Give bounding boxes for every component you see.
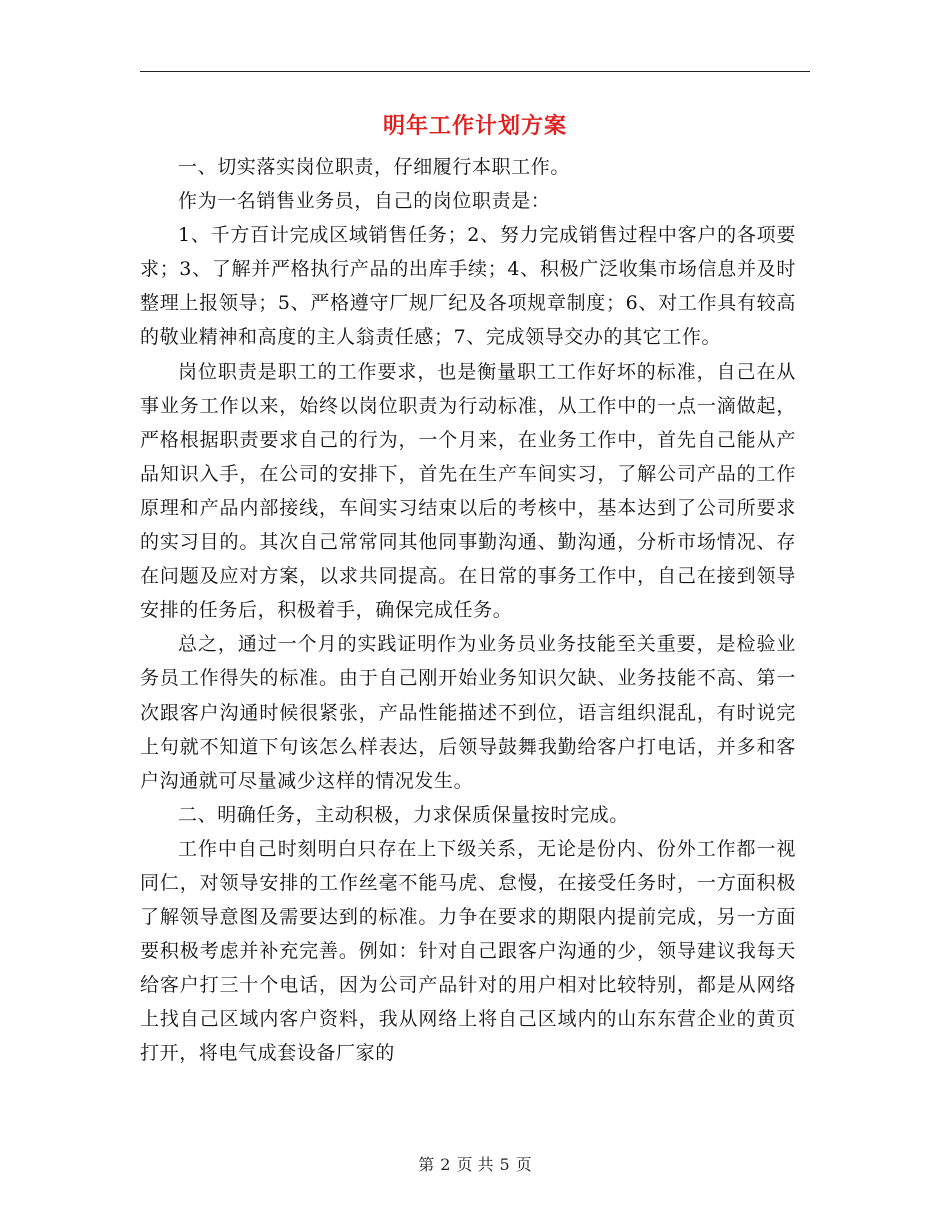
page-footer bbox=[0, 1152, 950, 1175]
paragraph: 作为一名销售业务员，自己的岗位职责是： bbox=[178, 190, 551, 213]
header-rule bbox=[140, 71, 810, 72]
footer-page-number: 2 bbox=[440, 1155, 451, 1174]
page-title: 明年工作计划方案 bbox=[382, 113, 567, 139]
paragraph: 岗位职责是职工的工作要求，也是衡量职工工作好坏的标准，自己在从事业务工作以来，始终以岗位职责为行动标准，从工作中的一点一滴做起，严格根据职责要求自己的行为，一个月来，在业务工作中，首先自己能从产品知识入手，在公司的安排下，首先在生产车间实习，了解公司产品的工作原理和产品内部接线，车间实习结束以后的考核中，基本达到了公司所要求的实习目的。其次自己常常同其他同事勤沟通、勤沟通，分析市场情况、存在问题及应对方案，以求共同提高。在日常的事务工作中，自己在接到领导安排的任务后，积极着手，确保完成任务。 bbox=[140, 360, 796, 622]
document-body bbox=[140, 150, 796, 1071]
paragraph: 总之，通过一个月的实践证明作为业务员业务技能至关重要，是检验业务员工作得失的标准。由于自己刚开始业务知识欠缺、业务技能不高、第一次跟客户沟通时候很紧张，产品性能描述不到位，语言组织混乱，有时说完上句就不知道下句该怎么样表达，后领导鼓舞我勤给客户打电话，并多和客户沟通就可尽量减少这样的情况发生。 bbox=[140, 633, 796, 792]
footer-total-pages: 5 bbox=[499, 1155, 510, 1174]
footer-suffix: 页 bbox=[515, 1155, 532, 1174]
section-heading-1: 一、切实落实岗位职责，仔细履行本职工作。 bbox=[178, 156, 571, 178]
paragraph: 1、千方百计完成区域销售任务；2、努力完成销售过程中客户的各项要求；3、了解并严格执行产品的出库手续；4、积极广泛收集市场信息并及时整理上报领导；5、严格遵守厂规厂纪及各项规章制度；6、对工作具有较高的敬业精神和高度的主人翁责任感；7、完成领导交办的其它工作。 bbox=[140, 224, 796, 349]
section-heading-2: 二、明确任务，主动积极，力求保质保量按时完成。 bbox=[178, 803, 629, 826]
footer-prefix: 第 bbox=[418, 1155, 435, 1174]
paragraph: 工作中自己时刻明白只存在上下级关系，无论是份内、份外工作都一视同仁，对领导安排的工作丝毫不能马虎、怠慢，在接受任务时，一方面积极了解领导意图及需要达到的标准。力争在要求的期限内提前完成，另一方面要积极考虑并补充完善。例如：针对自己跟客户沟通的少，领导建议我每天给客户打三十个电话，因为公司产品针对的用户相对比较特别，都是从网络上找自己区域内客户资料，我从网络上将自己区域内的山东东营企业的黄页打开，将电气成套设备厂家的 bbox=[140, 837, 796, 1065]
footer-middle: 页 共 bbox=[456, 1155, 494, 1174]
